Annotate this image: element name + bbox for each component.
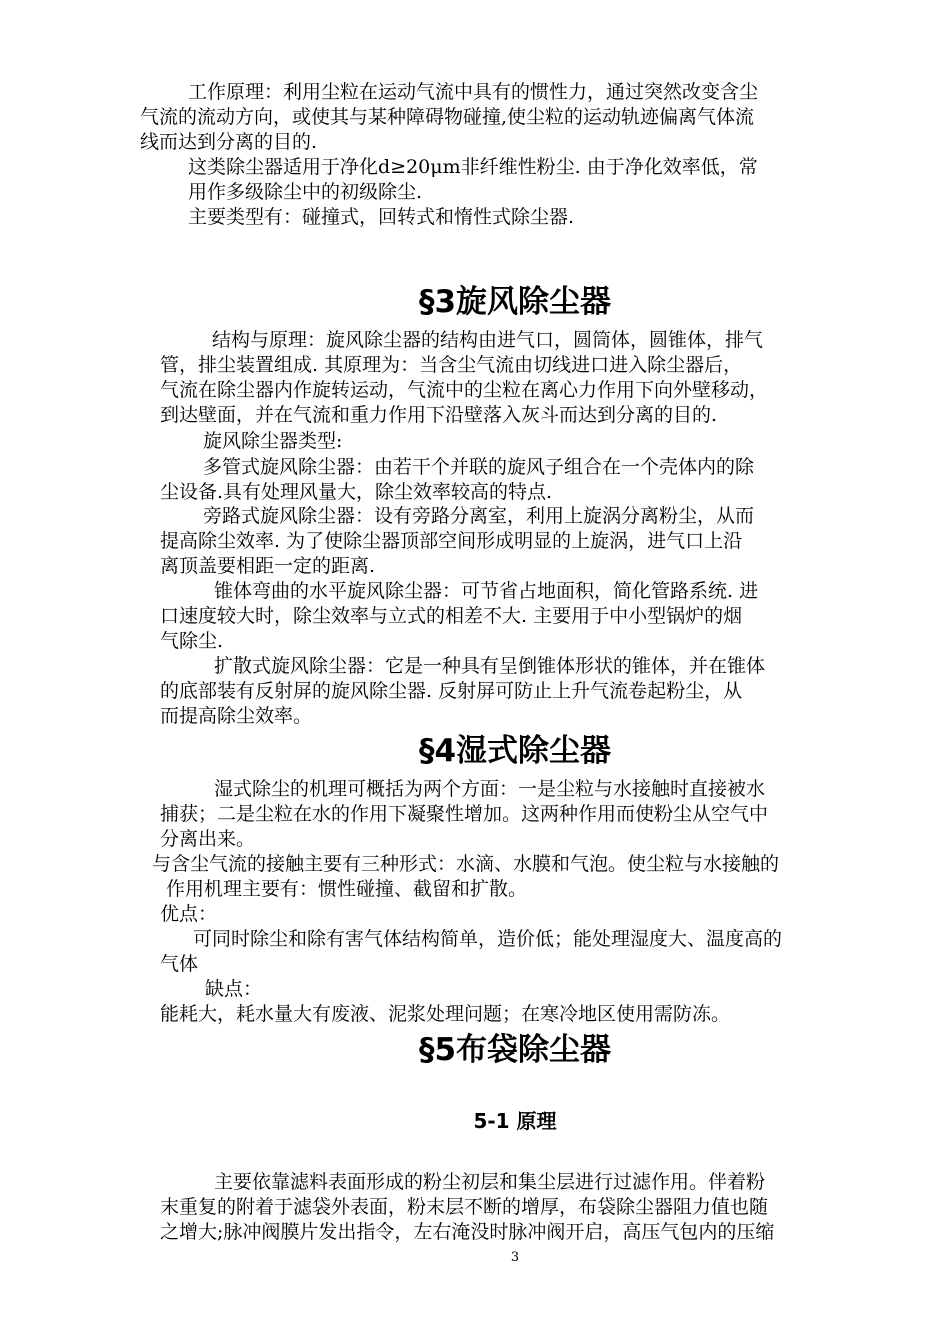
- s3-d-line-3: 离顶盖要相距一定的距离.: [160, 555, 376, 577]
- s3-e-line-1: 锥体弯曲的水平旋风除尘器：可节省占地面积，简化管路系统. 进: [214, 580, 759, 602]
- s2-p2-line-2: 用作多级除尘中的初级除尘.: [188, 181, 423, 203]
- s3-d-line-1: 旁路式旋风除尘器：设有旁路分离室，利用上旋涡分离粉尘，从而: [203, 505, 755, 527]
- s4-a-line-3: 分离出来。: [160, 828, 256, 850]
- s3-e-line-3: 气除尘.: [160, 630, 224, 652]
- s2-p2-line-1: 这类除尘器适用于净化d≥20μm非纤维性粉尘. 由于净化效率低，常: [188, 156, 758, 178]
- s3-c-line-1: 多管式旋风除尘器：由若干个并联的旋风子组合在一个壳体内的除: [203, 456, 755, 478]
- s3-a-line-1: 结构与原理：旋风除尘器的结构由进气口，圆筒体，圆锥体，排气: [212, 329, 764, 351]
- s2-p1-line-2: 气流的流动方向，或使其与某种障碍物碰撞,使尘粒的运动轨迹偏离气体流: [140, 106, 755, 128]
- s4-a-line-2: 捕获；二是尘粒在水的作用下凝聚性增加。这两种作用而使粉尘从空气中: [160, 803, 769, 825]
- s3-b-line-1: 旋风除尘器类型:: [203, 430, 343, 452]
- s5-a-line-3: 之增大;脉冲阀膜片发出指令，左右淹没时脉冲阀开启，高压气包内的压缩: [160, 1221, 775, 1243]
- s3-e-line-2: 口速度较大时，除尘效率与立式的相差不大. 主要用于中小型锅炉的烟: [160, 605, 743, 627]
- section-4-heading: §4湿式除尘器: [418, 733, 612, 769]
- s3-f-line-1: 扩散式旋风除尘器：它是一种具有呈倒锥体形状的锥体，并在锥体: [214, 655, 766, 677]
- s2-p1-line-3: 线而达到分离的目的.: [140, 131, 318, 153]
- s2-p1-line-1: 工作原理：利用尘粒在运动气流中具有的惯性力，通过突然改变含尘: [188, 81, 759, 103]
- s2-p3-line-1: 主要类型有：碰撞式，回转式和惰性式除尘器.: [188, 206, 575, 228]
- section-5-heading: §5布袋除尘器: [418, 1032, 612, 1068]
- s5-a-line-1: 主要依靠滤料表面形成的粉尘初层和集尘层进行过滤作用。伴着粉: [214, 1171, 766, 1193]
- s3-a-line-3: 气流在除尘器内作旋转运动，气流中的尘粒在离心力作用下向外壁移动，: [160, 379, 769, 401]
- s3-a-line-2: 管，排尘装置组成. 其原理为：当含尘气流由切线进口进入除尘器后，: [160, 354, 743, 376]
- s4-adv-line-2: 气体: [160, 953, 199, 975]
- s4-b-line-2: 作用机理主要有：惯性碰撞、截留和扩散。: [166, 878, 528, 900]
- s4-advantages-label: 优点：: [160, 903, 218, 925]
- s3-f-line-3: 而提高除尘效率。: [160, 705, 313, 727]
- s4-disadvantages-label: 缺点：: [205, 978, 263, 1000]
- page-number: 3: [510, 1250, 520, 1265]
- section-3-heading: §3旋风除尘器: [418, 284, 612, 320]
- s4-dis-line-1: 能耗大，耗水量大有废液、泥浆处理问题；在寒冷地区使用需防冻。: [160, 1003, 731, 1025]
- s3-d-line-2: 提高除尘效率. 为了使除尘器顶部空间形成明显的上旋涡，进气口上沿: [160, 530, 743, 552]
- s3-c-line-2: 尘设备.具有处理风量大，除尘效率较高的特点.: [160, 481, 553, 503]
- s4-a-line-1: 湿式除尘的机理可概括为两个方面：一是尘粒与水接触时直接被水: [214, 778, 766, 800]
- s4-b-line-1: 与含尘气流的接触主要有三种形式：水滴、水膜和气泡。使尘粒与水接触的: [152, 853, 780, 875]
- s4-adv-line-1: 可同时除尘和除有害气体结构简单，造价低；能处理湿度大、温度高的: [193, 928, 783, 950]
- s3-f-line-2: 的底部装有反射屏的旋风除尘器. 反射屏可防止上升气流卷起粉尘，从: [160, 680, 743, 702]
- s3-a-line-4: 到达壁面，并在气流和重力作用下沿壁落入灰斗而达到分离的目的.: [160, 404, 718, 426]
- s5-a-line-2: 末重复的附着于滤袋外表面，粉末层不断的增厚，布袋除尘器阻力值也随: [160, 1196, 769, 1218]
- section-5-1-heading: 5-1 原理: [473, 1109, 557, 1133]
